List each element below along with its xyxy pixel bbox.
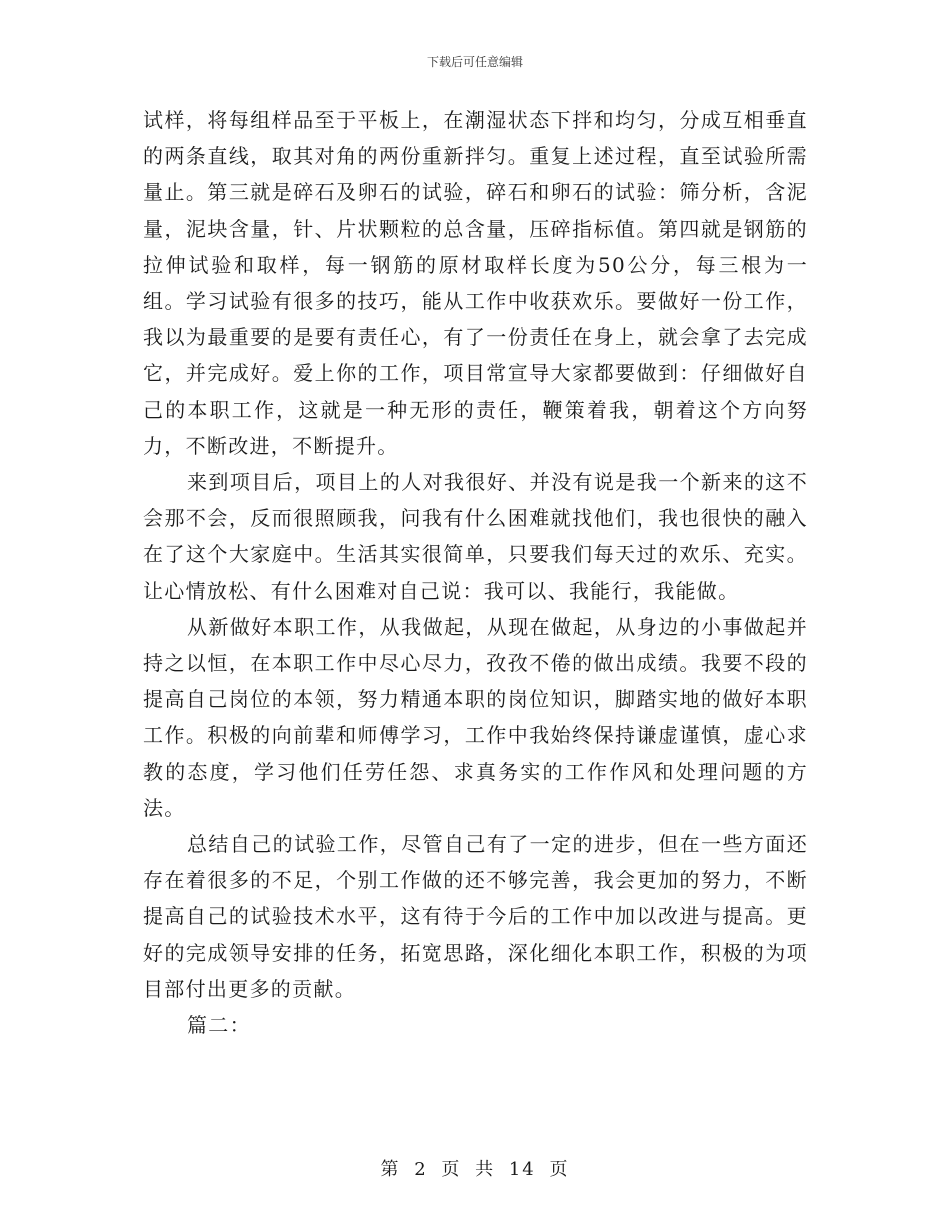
paragraph-2: 来到项目后，项目上的人对我很好、并没有说是我一个新来的这不会那不会，反而很照顾我，问我有什么困难就找他们，我也很快的融入在了这个大家庭中。生活其实很简单，只要我们每天过的欢乐、充实。让心情放松、有什么困难对自己说：我可以、我能行，我能做。 bbox=[143, 470, 808, 603]
paragraph-1: 试样，将每组样品至于平板上，在潮湿状态下拌和均匀，分成互相垂直的两条直线，取其对角的两份重新拌匀。重复上述过程，直至试验所需量止。第三就是碎石及卵石的试验，碎石和卵石的试验：筛分析，含泥量，泥块含量，针、片状颗粒的总含量，压碎指标值。第四就是钢筋的拉伸试验和取样，每一钢筋的原材取样长度为50公分，每三根为一组。学习试验有很多的技巧，能从工作中收获欢乐。要做好一份工作，我以为最重要的是要有责任心，有了一份责任在身上，就会拿了去完成它，并完成好。爱上你的工作，项目常宣导大家都要做到：仔细做好自己的本职工作，这就是一种无形的责任，鞭策着我，朝着这个方向努力，不断改进，不断提升。 bbox=[143, 108, 808, 458]
document-body bbox=[143, 102, 808, 1043]
page-header: 下载后可任意编辑 bbox=[426, 55, 523, 69]
section-heading: 篇二： bbox=[187, 1013, 251, 1038]
paragraph-4: 总结自己的试验工作，尽管自己有了一定的进步，但在一些方面还存在着很多的不足，个别工作做的还不够完善，我会更加的努力，不断提高自己的试验技术水平，这有待于今后的工作中加以改进与提高。更好的完成领导安排的任务，拓宽思路，深化细化本职工作，积极的为项目部付出更多的贡献。 bbox=[143, 832, 808, 1001]
paragraph-3: 从新做好本职工作，从我做起，从现在做起，从身边的小事做起并持之以恒，在本职工作中尽心尽力，孜孜不倦的做出成绩。我要不段的提高自己岗位的本领，努力精通本职的岗位知识，脚踏实地的做好本职工作。积极的向前辈和师傅学习，工作中我始终保持谦虚谨慎，虚心求教的态度，学习他们任劳任怨、求真务实的工作作风和处理问题的方法。 bbox=[143, 614, 808, 820]
page-number: 第 2 页 共 14 页 bbox=[380, 1159, 570, 1180]
